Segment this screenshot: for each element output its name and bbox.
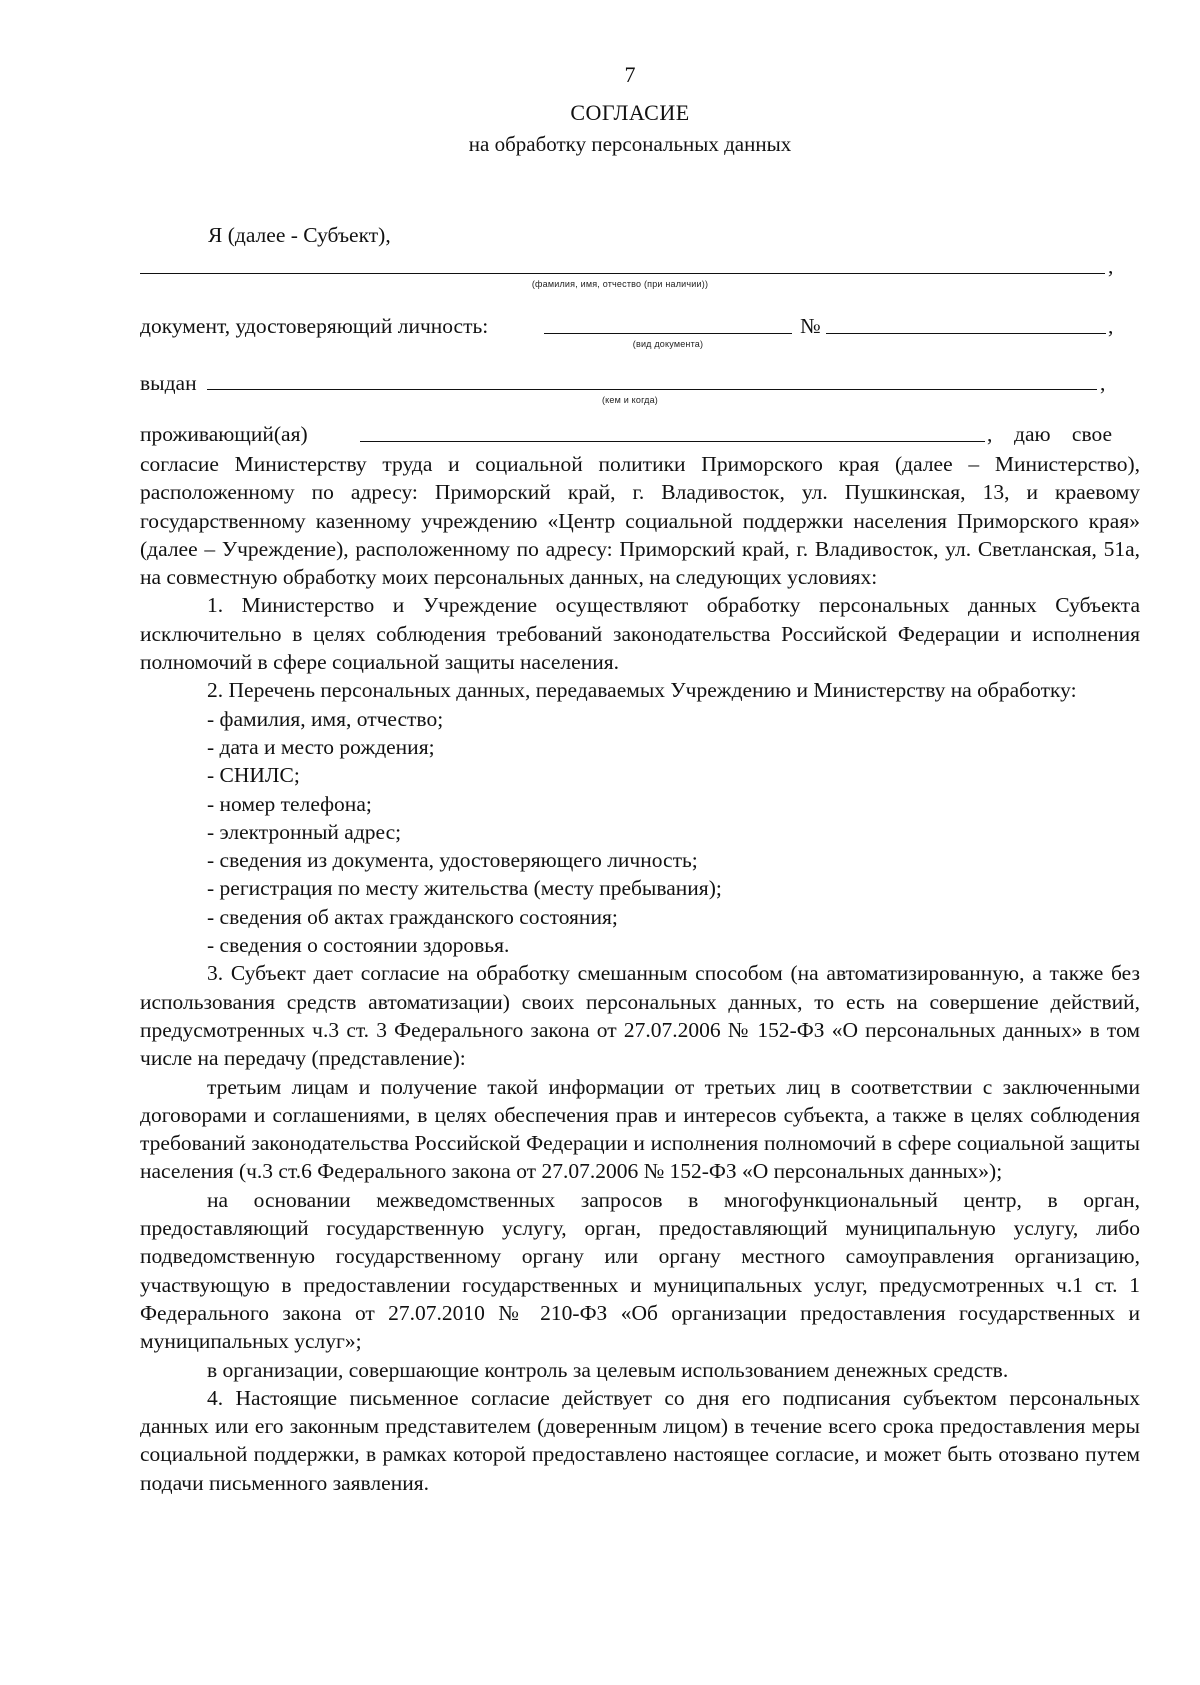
personal-data-list [140, 705, 1140, 960]
issued-field-hint: (кем и когда) [601, 395, 659, 405]
document-number-field-line[interactable] [826, 333, 1106, 334]
clause-3-interagency: на основании межведомственных запросов в многофункциональный центр, в орган, предоставляющий государственную услугу, орган, предоставляющий муниципальную услугу, либо подведомственную государственному органу или органу местного самоуправления организацию, участвующую в предоставлении государственных и муниципальных услуг, предусмотренных ч.1 ст. 1 Федерального закона от 27.07.2010 № 210-ФЗ «Об организации предоставления государственных и муниципальных услуг»; [140, 1187, 1140, 1354]
address-field-comma: , [987, 422, 993, 446]
list-item: - фамилия, имя, отчество; [207, 706, 444, 731]
document-subtitle: на обработку персональных данных [468, 132, 792, 156]
clause-3-control-orgs: в организации, совершающие контроль за целевым использованием денежных средств. [207, 1357, 1009, 1382]
document-type-field-line[interactable] [544, 333, 792, 334]
list-item: - электронный адрес; [207, 819, 402, 844]
page-number: 7 [624, 62, 636, 87]
name-field-hint: (фамилия, имя, отчество (при наличии)) [531, 279, 709, 289]
document-title: СОГЛАСИЕ [570, 100, 690, 125]
intro-paragraph: согласие Министерству труда и социальной политики Приморского края (далее – Министерство), расположенному по адресу: Приморский край, г. Владивосток, ул. Пушкинская, 13, и краевому государственному казенному учреждению «Центр социальной поддержки населения Приморского края» (далее – Учреждение), расположенному по адресу: Приморский край, г. Владивосток, ул. Светланская, 51а, на совместную обработку моих персональных данных, на следующих условиях: [140, 452, 1140, 590]
clause-3-third-parties: третьим лицам и получение такой информации от третьих лиц в соответствии с заключенными договорами и соглашениями, в целях обеспечения прав и интересов субъекта, а также в целях соблюдения требований законодательства Российской Федерации и исполнения полномочий в сфере социальной защиты населения (ч.3 ст.6 Федерального закона от 27.07.2006 № 152-ФЗ «О персональных данных»); [140, 1074, 1140, 1184]
list-item: - сведения о состоянии здоровья. [207, 933, 510, 958]
name-field-comma: , [1108, 254, 1114, 278]
document-label: документ, удостоверяющий личность: [140, 314, 489, 338]
clause-3: 3. Субъект дает согласие на обработку смешанным способом (на автоматизированную, а также без использования средств автоматизации) своих персональных данных, то есть на совершение действий, предусмотренных ч.3 ст. 3 Федерального закона от 27.07.2006 № 152-ФЗ «О персональных данных» в том числе на передачу (представление): [140, 961, 1140, 1071]
consent-tail: даю свое [1014, 422, 1113, 446]
residing-label: проживающий(ая) [140, 422, 308, 446]
clause-2: 2. Перечень персональных данных, передаваемых Учреждению и Министерству на обработку: [207, 678, 1077, 703]
list-item: - сведения из документа, удостоверяющего личность; [207, 848, 698, 873]
number-sign: № [800, 314, 821, 338]
list-item: - СНИЛС; [207, 763, 300, 788]
subject-label: Я (далее - Субъект), [208, 223, 391, 247]
clause-4: 4. Настоящие письменное согласие действует со дня его подписания субъектом персональных данных или его законным представителем (доверенным лицом) в течение всего срока предоставления меры социальной поддержки, в рамках которой предоставлено настоящее согласие, и может быть отозвано путем подачи письменного заявления. [140, 1385, 1140, 1495]
document-type-hint: (вид документа) [632, 339, 704, 349]
list-item: - номер телефона; [207, 791, 372, 816]
list-item: - регистрация по месту жительства (месту пребывания); [207, 876, 722, 901]
list-item: - дата и место рождения; [207, 734, 435, 759]
document-number-comma: , [1108, 314, 1114, 338]
consent-body [140, 450, 1140, 1497]
issued-label: выдан [140, 371, 197, 395]
issued-field-comma: , [1100, 371, 1106, 395]
issued-field-line[interactable] [207, 389, 1097, 390]
clause-1: 1. Министерство и Учреждение осуществляют обработку персональных данных Субъекта исключительно в целях соблюдения требований законодательства Российской Федерации и исполнения полномочий в сфере социальной защиты населения. [140, 593, 1140, 675]
list-item: - сведения об актах гражданского состояния; [207, 904, 618, 929]
address-field-line[interactable] [360, 441, 985, 442]
name-field-line[interactable] [140, 273, 1105, 274]
